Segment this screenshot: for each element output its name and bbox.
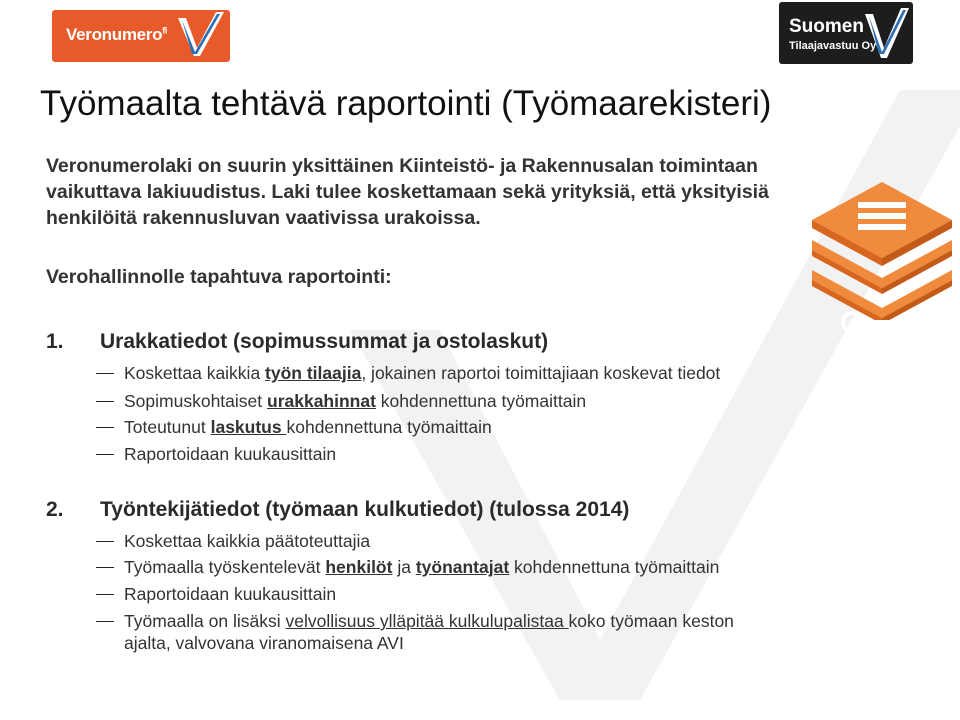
veronumero-check-icon <box>172 10 228 62</box>
section-2-title: Työntekijätiedot (työmaan kulkutiedot) (tulossa 2014) <box>100 498 630 521</box>
tilaajavastuu-logo <box>779 2 913 64</box>
bullet-dash <box>96 621 114 622</box>
bullet-dash <box>96 594 114 595</box>
list-item: Toteutunut laskutus kohdennettuna työmaittain <box>124 416 492 438</box>
intro-paragraph: Veronumerolaki on suurin yksittäinen Kiinteistö- ja Rakennusalan toimintaan vaikuttava lakiuudistus. Laki tulee koskettamaan sekä yrityksiä, että yksityisiä henkilöitä rakennusluvan vaativissa urakoissa. <box>46 155 769 229</box>
register-key-icon <box>808 180 956 356</box>
bullet-dash <box>96 454 114 455</box>
list-item: Raportoidaan kuukausittain <box>124 443 336 465</box>
tilaajavastuu-check-icon <box>861 4 911 62</box>
reporting-subheading: Verohallinnolle tapahtuva raportointi: <box>46 266 392 288</box>
section-1-title: Urakkatiedot (sopimussummat ja ostolaskut) <box>100 330 549 353</box>
list-item: Sopimuskohtaiset urakkahinnat kohdennettuna työmaittain <box>124 390 586 412</box>
veronumero-logo <box>52 10 230 62</box>
section-2-number: 2. <box>46 498 64 521</box>
veronumero-logo-text: Veronumero <box>66 25 163 44</box>
list-item: Työmaalla on lisäksi velvollisuus ylläpitää kulkulupalistaa koko työmaan keston ajalta, valvovana viranomaisena AVI <box>124 610 864 654</box>
bullet-dash <box>96 373 114 374</box>
tilaajavastuu-logo-line1: Suomen <box>789 16 864 37</box>
page-title: Työmaalta tehtävä raportointi (Työmaarekisteri) <box>40 84 772 123</box>
bullet-dash <box>96 401 114 402</box>
bullet-dash <box>96 567 114 568</box>
list-item: Työmaalla työskentelevät henkilöt ja työnantajat kohdennettuna työmaittain <box>124 556 719 578</box>
section-2-heading <box>46 498 629 522</box>
veronumero-logo-superscript: fi <box>162 25 168 36</box>
list-item: Koskettaa kaikkia päätoteuttajia <box>124 530 370 552</box>
bullet-dash <box>96 427 114 428</box>
bullet-dash <box>96 541 114 542</box>
section-1-number: 1. <box>46 330 64 353</box>
list-item: Koskettaa kaikkia työn tilaajia, jokainen raportoi toimittajiaan koskevat tiedot <box>124 362 720 384</box>
section-1-heading <box>46 330 548 354</box>
list-item: Raportoidaan kuukausittain <box>124 583 336 605</box>
tilaajavastuu-logo-line2: Tilaajavastuu Oy <box>789 40 877 52</box>
